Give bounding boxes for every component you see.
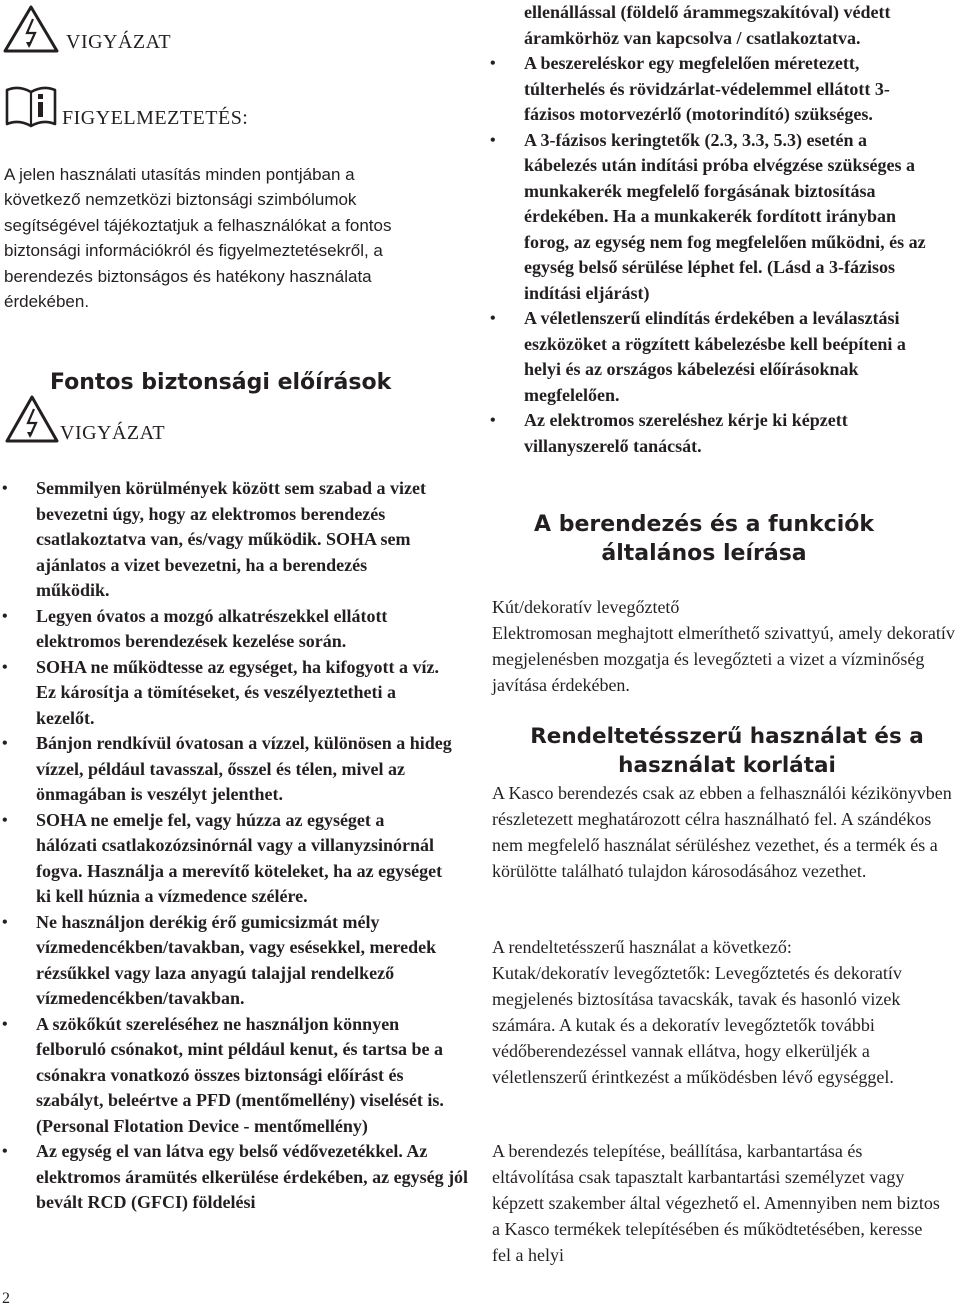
usage-title-line1: Rendeltetésszerű használat és a [530,724,924,749]
list-item: • Ne használjon derékig érő gumicsizmát mély vízmedencékben/tavakban, vagy esésekkel, meredek rézsűkkel vagy laza anyagú talajjal rendelkező vízmedencékben/tavakban. [0,910,448,1012]
list-continuation: ellenállással (földelő árammegszakítóval) védett áramkörhöz van kapcsolva / csatlakoztatva. [524,2,891,48]
list-item: • A szökőkút szereléséhez ne használjon könnyen felboruló csónakot, mint például kenut, és tartsa be a csónakra vonatkozó összes biztonsági előírást és szabályt, beleértve a PFD (mentőmellény) viselését is. (Personal Flotation Device - mentőmellény) [0,1012,468,1140]
electric-hazard-icon [2,4,60,54]
list-item: • Az elektromos szereléshez kérje ki képzett villanyszerelő tanácsát. [488,408,924,459]
page-number: 2 [2,1290,10,1307]
description-title-line1: A berendezés és a funkciók [534,512,874,537]
notice-label: FIGYELMEZTETÉS: [62,107,249,129]
list-item: • SOHA ne emelje fel, vagy húzza az egységet a hálózati csatlakozózsinórnál vagy a villanyzsinórnál fogva. Használja a merevítő köteleket, ha az egységet ki kell húznia a vízmedence szélére. [0,808,446,910]
intro-paragraph: A jelen használati utasítás minden pontjában a következő nemzetközi biztonsági szimbólumok segítségével tájékoztatjuk a felhasználókat a fontos biztonsági információkról és figyelmeztetésekről, a berendezés biztonságos és hatékony használata érdekében. [4,165,392,312]
usage-paragraph-3: A berendezés telepítése, beállítása, karbantartása és eltávolítása csak tapasztalt karbantartási személyzet vagy képzett szakember által végezhető el. Amennyiben nem biztos a Kasco termékek telepítésében és működtetésében, keresse fel a helyi [492,1141,940,1265]
list-item: • A beszereléskor egy megfelelően méretezett, túlterhelés és rövidzárlat-védelemmel ellátott 3-fázisos motorvezérlő (motorindító) szükséges. [488,51,934,128]
safety-list-continued [488,51,956,459]
list-item: • SOHA ne működtesse az egységet, ha kifogyott a víz. Ez károsítja a tömítéseket, és veszélyeztetheti a kezelőt. [0,655,446,732]
safety-section-title: Fontos biztonsági előírások [50,370,392,395]
safety-list [0,476,468,1216]
electric-hazard-icon [4,394,60,444]
safety-warning-label: VIGYÁZAT [60,422,166,444]
warning-label: VIGYÁZAT [66,31,172,53]
description-title [492,510,916,568]
safety-warning [4,394,165,444]
list-item: • Semmilyen körülmények között sem szabad a vizet bevezetni úgy, hogy az elektromos berendezés csatlakoztatva van, és/vagy működik. SOHA sem ajánlatos a vizet bevezetni, ha a berendezés működik. [0,476,436,604]
usage-title-line2: használat korlátai [618,753,836,778]
usage-paragraph-2: A rendeltetésszerű használat a következő: Kutak/dekoratív levegőztetők: Levegőztetés és dekoratív megjelenés biztosítása tavacskák, tavak és hasonló vizek számára. A kutak és a dekoratív levegőztetők további védőberendezéssel vannak ellátva, hogy elkerüljék a véletlenszerű érintkezést a működésben lévő egységgel. [492,937,902,1087]
notice-header [4,84,248,128]
manual-info-icon [4,84,58,128]
usage-title [492,722,960,780]
list-item: • Legyen óvatos a mozgó alkatrészekkel ellátott elektromos berendezések kezelése során. [0,604,456,655]
usage-paragraph-1: A Kasco berendezés csak az ebben a felhasználói kézikönyvben részletezett meghatározott célra használható fel. A szándékos nem megfelelő használat sérüléshez vezethet, és a termék és a körülötte található tulajdon károsodásához vezethet. [492,783,952,881]
description-title-line2: általános leírása [601,541,807,566]
list-item: • A 3-fázisos keringtetők (2.3, 3.3, 5.3) esetén a kábelezés után indítási próba elvégzése szükséges a munkakerék megfelelő forgásának biztosítása érdekében. Ha a munkakerék fordított irányban forog, az egység nem fog megfelelően működni, és az egység belső sérülése léphet fel. (Lásd a 3-fázisos indítási eljárást) [488,128,936,307]
warning-header [2,4,171,54]
list-item: • Az egység el van látva egy belső védővezetékkel. Az elektromos áramütés elkerülése érdekében, az egység jól bevált RCD (GFCI) földelési [0,1139,476,1216]
list-item: • Bánjon rendkívül óvatosan a vízzel, különösen a hideg vízzel, például tavasszal, ősszel és télen, mivel az önmagában is veszélyt jelenthet. [0,731,468,808]
description-paragraph: Kút/dekoratív levegőztető Elektromosan meghajtott elmeríthető szivattyú, amely dekoratív megjelenésben mozgatja és levegőzteti a vizet a vízminőség javítása érdekében. [492,597,955,695]
list-item: • A véletlenszerű elindítás érdekében a leválasztási eszközöket a rögzített kábelezésbe kell beépíteni a helyi és az országos kábelezési előírásoknak megfelelően. [488,306,934,408]
